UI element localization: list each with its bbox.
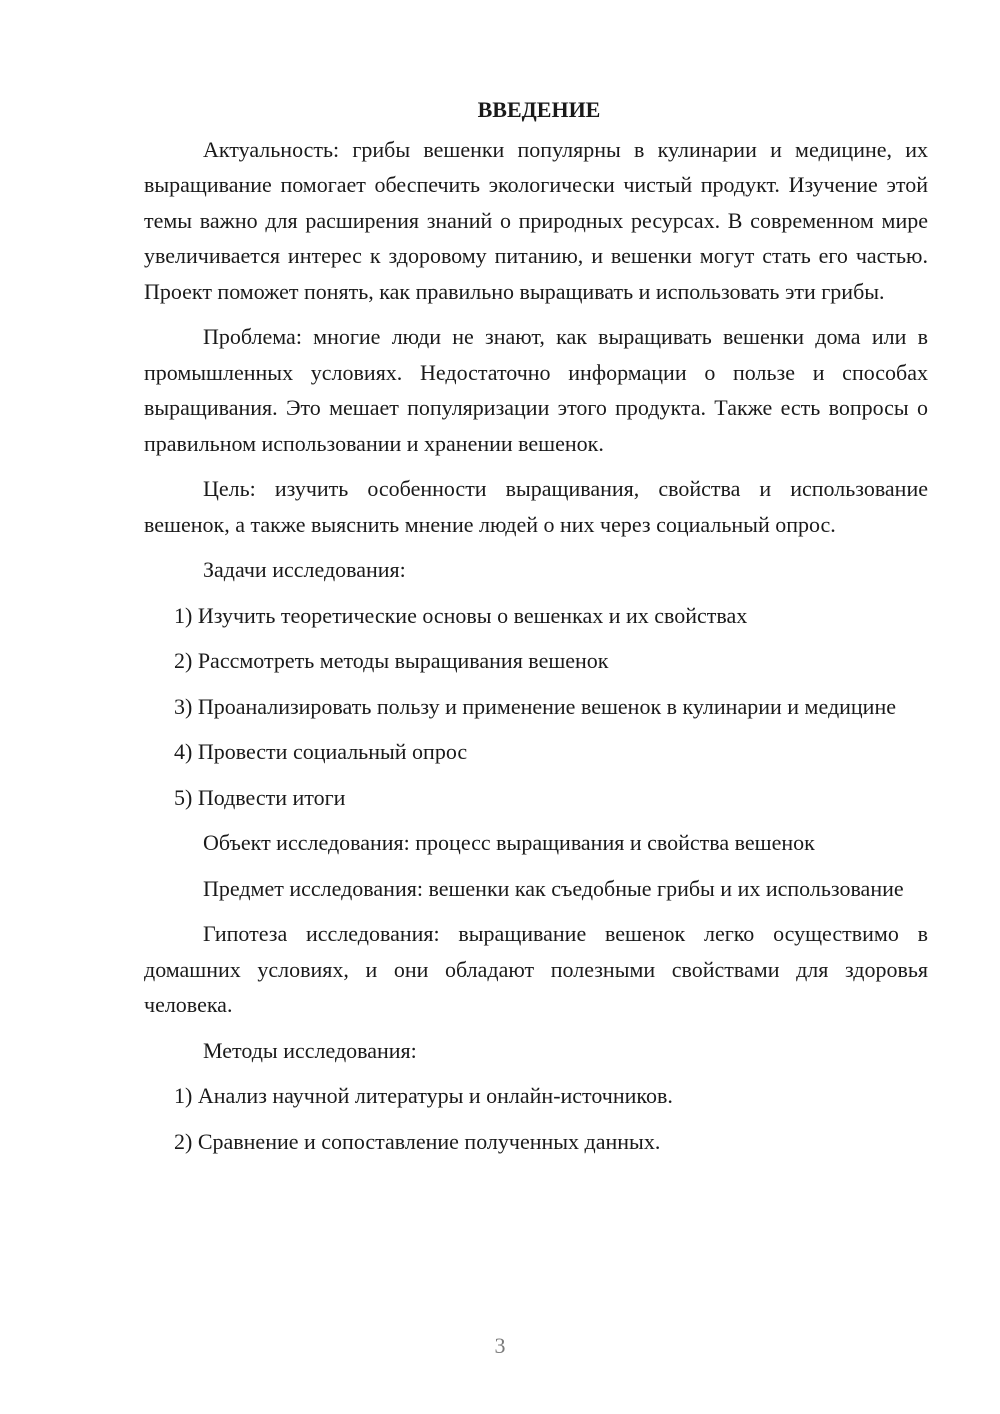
task-item-1: 1) Изучить теоретические основы о вешенках и их свойствах [174,602,748,628]
goal-paragraph: Цель: изучить особенности выращивания, свойства и использование вешенок, а также выяснить мнение людей о них через социальный опрос. [144,476,928,537]
task-item-4: 4) Провести социальный опрос [174,739,468,764]
tasks-title: Задачи исследования: [203,557,406,582]
hypothesis-paragraph: Гипотеза исследования: выращивание вешенок легко осуществимо в домашних условиях, и они обладают полезными свойствами для здоровья человека. [144,921,928,1017]
object-paragraph: Объект исследования: процесс выращивания и свойства вешенок [203,830,815,855]
problem-paragraph: Проблема: многие люди не знают, как выращивать вешенки дома или в промышленных условиях. Недостаточно информации о пользе и способах выращивания. Это мешает популяризации этого продукта. Также есть вопросы о правильном использовании и хранении вешенок. [144,324,928,456]
task-item-2: 2) Рассмотреть методы выращивания вешенок [174,648,609,673]
page-content [144,92,928,1169]
section-heading: ВВЕДЕНИЕ [477,97,601,122]
method-item-2: 2) Сравнение и сопоставление полученных данных. [174,1128,661,1154]
subject-paragraph: Предмет исследования: вешенки как съедобные грибы и их использование [203,875,904,901]
page-number: 3 [494,1333,506,1358]
method-item-1: 1) Анализ научной литературы и онлайн-источников. [174,1083,673,1108]
relevance-paragraph: Актуальность: грибы вешенки популярны в кулинарии и медицине, их выращивание помогает обеспечить экологически чистый продукт. Изучение этой темы важно для расширения знаний о природных ресурсах. В современном мире увеличивается интерес к здоровому питанию, и вешенки могут стать его частью. Проект поможет понять, как правильно выращивать и использовать эти грибы. [144,136,928,304]
methods-title: Методы исследования: [203,1037,417,1063]
task-item-5: 5) Подвести итоги [174,784,346,810]
task-item-3: 3) Проанализировать пользу и применение вешенок в кулинарии и медицине [174,693,896,719]
